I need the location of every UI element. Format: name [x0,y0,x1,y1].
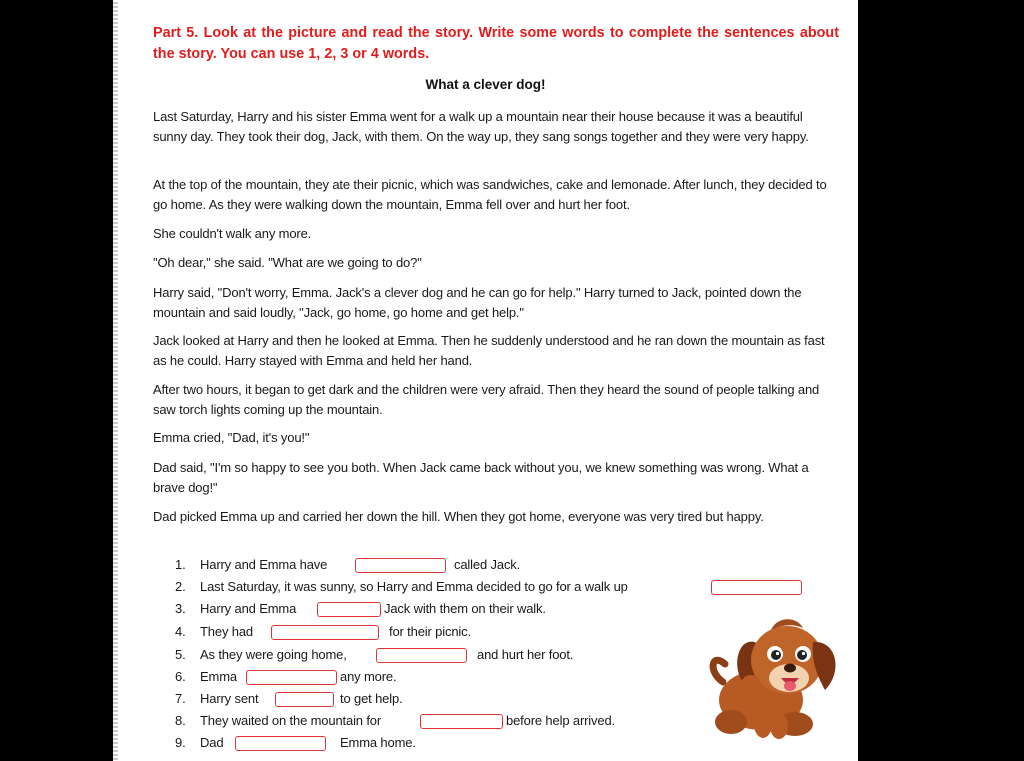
story-paragraph: After two hours, it began to get dark and the children were very afraid. Then they heard the sound of people talking and saw torch lights coming up the mountain. [153,382,820,417]
question-text-after: for their picnic. [389,624,471,639]
answer-box[interactable] [235,736,326,751]
story-paragraph: Dad said, "I'm so happy to see you both. When Jack came back without you, we knew something was wrong. What a brave dog!" [153,460,809,495]
question-number: 8. [175,713,186,728]
question-number: 1. [175,557,186,572]
story-paragraph: Jack looked at Harry and then he looked at Emma. Then he suddenly understood and he ran down the mountain as fast as he could. Harry stayed with Emma and held her hand. [153,333,825,368]
story-paragraph: Last Saturday, Harry and his sister Emma went for a walk up a mountain near their house because it was a beautiful sunny day. They took their dog, Jack, with them. On the way up, they sang songs together and they were very happy. [153,109,809,144]
question-number: 2. [175,579,186,594]
story-title: What a clever dog! [425,77,546,92]
question-text-after: and hurt her foot. [477,647,574,662]
question-text-before: Emma [200,669,237,684]
question-text-before: Harry and Emma have [200,557,328,572]
story-paragraph: "Oh dear," she said. "What are we going to do?" [153,255,422,270]
question-text-before: Last Saturday, it was sunny, so Harry and Emma decided to go for a walk up [200,579,628,594]
answer-box[interactable] [317,602,381,617]
question-number: 4. [175,624,186,639]
exercise-heading: Part 5. Look at the picture and read the story. Write some words to complete the sentences about the story. You can use 1, 2, 3 or 4 words. [153,25,839,62]
question-text-before: They had [200,624,254,639]
answer-box[interactable] [711,580,802,595]
question-text-before: Dad [200,735,224,750]
question-text-before: They waited on the mountain for [200,713,382,728]
question-number: 3. [175,601,186,616]
question-text-after: called Jack. [454,557,521,572]
answer-box[interactable] [376,648,467,663]
worksheet-page [113,0,858,761]
question-text-after: any more. [340,669,397,684]
question-number: 6. [175,669,186,684]
question-text-after: Jack with them on their walk. [384,601,546,616]
cartoon-dog-icon [703,612,843,742]
story-paragraph: Dad picked Emma up and carried her down the hill. When they got home, everyone was very tired but happy. [153,509,764,524]
answer-box[interactable] [420,714,503,729]
story-paragraph: Harry said, "Don't worry, Emma. Jack's a clever dog and he can go for help." Harry turned to Jack, pointed down the mountain and said loudly, "Jack, go home, go home and get help." [153,285,802,320]
question-text-before: As they were going home, [200,647,347,662]
answer-box[interactable] [275,692,334,707]
question-text-after: to get help. [340,691,403,706]
question-number: 5. [175,647,186,662]
story-paragraph: She couldn't walk any more. [153,226,312,241]
question-number: 9. [175,735,186,750]
question-text-after: Emma home. [340,735,416,750]
answer-box[interactable] [271,625,379,640]
question-text-after: before help arrived. [506,713,616,728]
question-text-before: Harry sent [200,691,259,706]
story-paragraph: At the top of the mountain, they ate their picnic, which was sandwiches, cake and lemonade. After lunch, they decided to go home. As they were walking down the mountain, Emma fell over and hurt her foot. [153,177,827,212]
answer-box[interactable] [246,670,337,685]
perforated-edge [113,0,118,761]
question-text-before: Harry and Emma [200,601,297,616]
answer-box[interactable] [355,558,446,573]
story-paragraph: Emma cried, "Dad, it's you!" [153,430,310,445]
question-number: 7. [175,691,186,706]
